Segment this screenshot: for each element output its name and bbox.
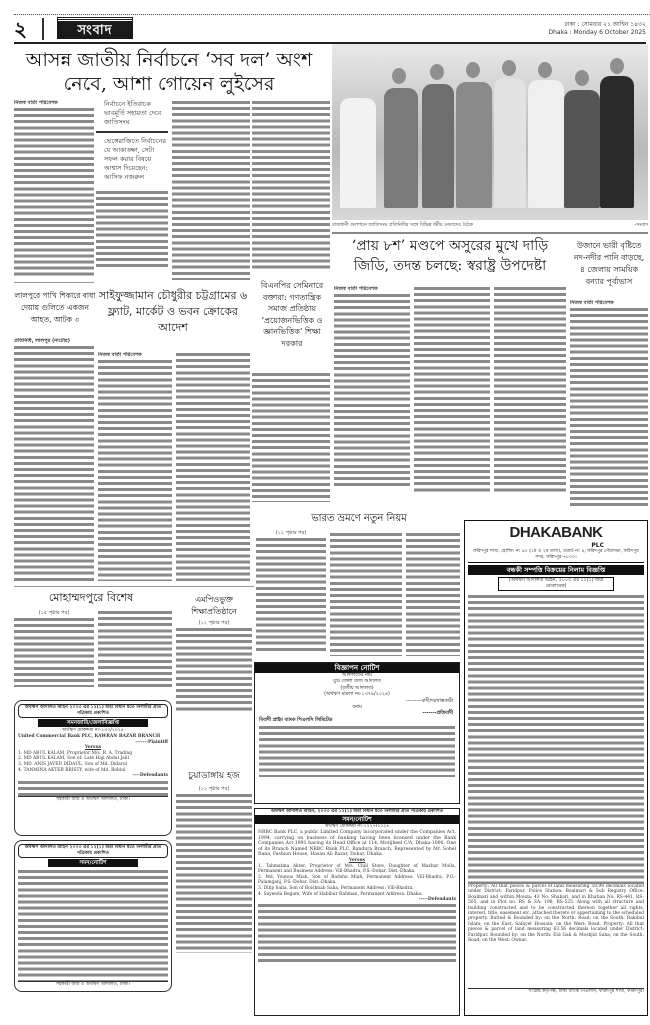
- ad-defendant-2: 2. MD ABUL KALAM, Son of: Late Haji Abdul Jalil: [18, 756, 129, 762]
- photo-figure-head: [392, 68, 406, 84]
- ad-bank: United Commercial Bank PLC, KAWRAN BAZAR BRANCH: [18, 734, 161, 739]
- ad-footer: সহকারী জজ ও অর্থঋণ আদালত, ঢাকা।: [18, 796, 168, 803]
- india-headline: ভারত ভ্রমণে নতুন নিয়ম: [311, 513, 407, 524]
- mohammadpur-col-2: [98, 610, 172, 690]
- court-notice-versus: বনাম: [352, 705, 362, 711]
- flood-col: [570, 300, 648, 512]
- photo-rule: [332, 232, 648, 234]
- dhaka-bank-address: ফরিদপুর শাখা, হোল্ডিং নং ৯০ (১ম ও ২য় তলা), ওয়ার্ড নং ৪, ফরিদপুর পৌরসভা, ফরিদপুর সদর, ফরিদপুর-৭৮০০।: [468, 549, 644, 563]
- photo-figure-head: [466, 62, 480, 78]
- ad-header: অর্থঋণ আদালত আইন ২০০৩ এর ১২(১) ধারা বিধান মতে নিলামীর প্রতি পত্রিকায় প্রকাশিত: [18, 844, 168, 858]
- nrbc-versus: Versus: [348, 857, 366, 863]
- mpo-jump: (১২ পৃষ্ঠার পর): [198, 620, 230, 626]
- lalpur-headline: লালপুরে পাখি শিকারে বাধা দেয়ায় গুলিতে একজন আহত, আটক ৩: [14, 291, 96, 324]
- mandap-col-2: [414, 286, 490, 494]
- nrbc-header: অর্থঋণ আদালত আইন, ২০০৩ এর ১২(১) ধারা বিধান মতে নিলামীর প্রতি পত্রিকায় প্রকাশিত: [270, 809, 444, 814]
- ad-defendant-1: 1. MD ABUL KALAM, Proprietor M/s. R. A. Trading: [18, 750, 133, 756]
- court-notice-line: যুগ্ম জেলা জজ আদালত: [333, 679, 381, 685]
- saifuzzaman-headline: সাইফুজ্জামান চৌধুরীর চট্টগ্রামের ৬ ফ্ল্যাট, মার্কেট ও ভবন ক্রোকের আদেশ: [98, 289, 248, 334]
- lalpur-byline: প্রতিনিধি, লালপুর (নাটোর): [14, 338, 70, 344]
- bnp-seminar-headline: বিএনপির সেমিনারে বক্তারা: গণতান্ত্রিক সমাজ প্রতিষ্ঠায় ‘প্রয়োজনভিত্তিক ও জ্ঞানভিত্তিক’ শিক্ষা দরকার: [260, 281, 324, 348]
- page-number-divider: [42, 18, 44, 40]
- mandap-body-text: [334, 293, 410, 489]
- top-rule: [14, 14, 650, 15]
- rule: [14, 586, 254, 587]
- dhaka-bank-property-description: Property: All that pieces & parcel of land measuring 58.98 decimals located under District: Faridpur, Police Station: Boalmari & Sub Registry Office: Boalmari and within Mouza: 43 No. Shabari, and in Khatian No. RS-441, RS-505, and in Plot no. RS & SA: 198, RS-525. Along with all structure and building constructed and to be constructed thereon together all rights, interest, title, easement etc. attached thereto or appertaining to the scheduled property. Butted & Bounded by: on the North: Road; on the South: Rakibul Islam; on the East: Safayet Hossain; on the West: Road. Property: All that pieces & parcel of land measuring 63.56 decimals located under District: Faridpur. Bounded by: on the North: Eid Gah & Moshjid Saha; on the South: Road; on the West: Ownar.: [468, 884, 644, 944]
- rule: [14, 282, 94, 283]
- mohammadpur-jump: (১৫ পৃষ্ঠার পর): [38, 610, 70, 616]
- mpo-body-text: [176, 627, 252, 713]
- nrbc-case: অর্থঋণ মোকদ্দমা নং-২২২৭/২০২৪: [324, 824, 390, 829]
- court-notice-plaintiff: ---------বাদী/দরখাস্তকারী: [405, 698, 453, 704]
- chuadanga-body-text: [176, 793, 252, 953]
- pull-quote-1: নির্বাচনে ইতিবাচক ভাবমূর্তি সহায়তা দেবে জাতিসংঘ: [104, 100, 162, 126]
- nrbc-defendant-4: 4. Sayeeda Begum, Wife of Habibur Rahman, Permanent Address: Dhaka.: [258, 891, 423, 897]
- dhaka-bank-auction-table: [468, 594, 644, 884]
- india-jump: (১২ পৃষ্ঠার পর): [275, 530, 307, 536]
- lead-body-text: [14, 107, 94, 279]
- flood-byline: নিজস্ব বার্তা পরিবেশক: [570, 300, 614, 306]
- photo-figure: [422, 84, 454, 208]
- ad-footer: সহকারী জজ ও অর্থঋণ আদালত, ঢাকা।: [18, 981, 168, 988]
- photo-figure: [600, 76, 634, 208]
- photo-figure-head: [502, 60, 516, 76]
- court-notice-company: বিবাদী প্রাইম ব্যাংক পিএলসি লিমিটেড: [259, 717, 333, 723]
- ad-title: সমন/নোটিশ: [48, 859, 138, 867]
- dhaka-bank-auction-subtitle: (অর্থঋণ আদালত আইন, ২০০৩ এর ১২(১) ধারা মোতাবেক): [498, 577, 614, 591]
- india-body-text: [256, 537, 326, 653]
- court-notice-line: আদালতের নাম: [342, 673, 372, 678]
- nrbc-defendants-label: -----Defendants: [418, 897, 456, 903]
- flood-headline: উজানে ভারী বৃষ্টিতে নদ-নদীর পানি বাড়ছে, ৪ জেলায় সাময়িক বন্যার পূর্বাভাস: [573, 241, 645, 286]
- ad-title: সমনজারি/জেলাবিজ্ঞপ্তি: [38, 719, 148, 727]
- lead-body-text-2: [96, 190, 168, 270]
- lead-col-3: [172, 100, 250, 280]
- photo-caption: রাজধানী গুলশানে জাতিসংঘ প্রতিনিধির সঙ্গে বিভিন্ন ধর্মীয় নেতাদের বৈঠক: [332, 223, 473, 228]
- india-col-2: [330, 532, 402, 656]
- photo-figure-head: [575, 70, 589, 86]
- date-english: Dhaka : Monday 6 October 2025: [548, 29, 646, 36]
- photo-figure: [494, 78, 526, 208]
- nrbc-defendant-3: 3. Dilip Saha, Son of Boishnab Saha, Permanent Address: Vill-Bhadra.: [258, 885, 414, 891]
- dhaka-bank-auction-ad: [464, 520, 648, 1016]
- lead-col-4: [252, 100, 330, 272]
- mandap-col-3: [494, 286, 566, 494]
- ad-header: অর্থঋণ আদালত আইন ২০০৩ এর ১২(১) ধারা বিধান মতে নিলামীর প্রতি পত্রিকায় প্রকাশিত: [18, 704, 168, 718]
- pull-quote-2: ভেঙ্গেরাজিতে নির্বাচনের যে আকাঙ্ক্ষা, সেটা সফল করার বিষয়ে আশ্বাস দিয়েছেন: আসিফ নজরুল: [104, 137, 166, 181]
- ad-body: [18, 780, 168, 796]
- photo-figure: [564, 90, 600, 208]
- india-col-3: [406, 532, 460, 656]
- dhaka-bank-logo: [468, 524, 644, 542]
- newspaper-logo: সংবাদ: [58, 18, 132, 38]
- photo-figure: [528, 80, 564, 208]
- nrbc-defendant-1: 1. Tahmatina Akter, Proprietor of M/s. Chill Store, Daughter of Mazhar Molla, Permanent and Business Address: Vill-Bhadra, P.S.-Dohar, Dist.-Dhaka.: [258, 863, 456, 875]
- ad-plaintiff-label: -------Plaintiff: [135, 739, 168, 745]
- saifuzzaman-body-text: [98, 359, 172, 581]
- mandap-col-1: [334, 286, 410, 492]
- nrbc-summons-ad: [254, 808, 460, 1016]
- saifuzzaman-col-1: [98, 352, 172, 583]
- chuadanga-jump: (১২ পৃষ্ঠার পর): [198, 786, 230, 792]
- mohammadpur-body-text: [14, 617, 94, 687]
- photo-caption-row: [332, 222, 648, 229]
- saifuzzaman-byline: নিজস্ব বার্তা পরিবেশক: [98, 352, 142, 358]
- lead-col-1: [14, 100, 94, 280]
- mohammadpur-headline: মোহাম্মদপুরে বিশেষ: [48, 591, 134, 604]
- pull-quote-divider: [96, 131, 168, 133]
- bnp-seminar-body-text: [252, 372, 330, 502]
- photo-figure-head: [610, 58, 624, 74]
- ad-body: [18, 869, 168, 981]
- nrbc-defendant-2: 2. Md. Younus Miah, Son of Badshu Miah, Permanent Address: Vill-Bhadra, P.O.-Palamganj, P.S.-Dohar, Dist.-Dhaka.: [258, 874, 456, 886]
- court-summons-ad-2: [14, 840, 172, 992]
- photo-figure-head: [430, 64, 444, 80]
- mandap-byline: নিজস্ব বার্তা পরিবেশক: [334, 286, 378, 292]
- court-summons-ad-1: [14, 700, 172, 836]
- court-notice-title: বিজ্ঞাপন নোটিশ: [255, 663, 459, 673]
- dhaka-bank-auction-title: বন্ধকী সম্পত্তি বিক্রয়ের নিলাম বিজ্ঞপ্তি: [468, 565, 644, 575]
- dhaka-bank-footer: সংশ্লিষ্ট কর্তৃপক্ষ, ঢাকা ব্যাংক পিএলসি, ফরিদপুর শাখা, ফরিদপুর।: [468, 988, 644, 995]
- ad-defendant-3: 3. MD. ANIS JAVED DIDAUL, Son of Md. Didarul: [18, 761, 128, 767]
- court-notice-line: (তৃতীয় আদালত): [340, 685, 374, 691]
- mpo-headline: এমপিওভুক্ত শিক্ষাপ্রতিষ্ঠানে: [191, 595, 237, 616]
- nrbc-more-body: [258, 903, 456, 963]
- court-notice-defendant: -------প্রতিবাদী: [422, 711, 453, 717]
- court-notice-ad: [254, 662, 460, 804]
- nrbc-body: NRBC Bank PLC, a public Limited Company incorporated under the Companies Act, 1994, carrying on business of banking having been licensed under the Bank Companies Act 1991 having its Head Office at 114, Motijheel C/A, Dhaka-1000. One of its Branch Named NRBC Bank PLC, Bandura Branch, Represented by Mr. Sohel Rana, Fashion House, Hasan Ali Bazar, Dohar, Dhaka.: [258, 830, 456, 858]
- lalpur-col: [14, 338, 94, 583]
- mpo-col: [176, 620, 252, 716]
- photo-figure-head: [538, 62, 552, 78]
- page-number: ২: [14, 17, 28, 41]
- court-notice-line: (অর্থঋণ মামলা নং-১৩৭৯/২০২৪): [324, 692, 390, 698]
- lead-byline: নিজস্ব বার্তা পরিবেশক: [14, 100, 58, 106]
- lalpur-body-text: [14, 345, 94, 581]
- nrbc-title: সমন/নোটিশ: [255, 815, 459, 824]
- ad-case-number: অর্থঋণ মোকদ্দমা নং-১৩৩/২০২৪: [62, 728, 124, 733]
- india-col-1: [256, 530, 326, 656]
- dhaka-bank-logo-text: DHAKABANK: [509, 524, 603, 541]
- saifuzzaman-col-2: [176, 352, 250, 581]
- photo-credit: -সংবাদ: [634, 223, 648, 228]
- lead-headline: আসন্ন জাতীয় নির্বাচনে ‘সব দল’ অংশ নেবে, আশা গোয়েন লুইসের: [25, 49, 313, 95]
- lead-col-2: [96, 100, 168, 275]
- ad-versus: Versus: [84, 745, 102, 751]
- dateline: [549, 21, 647, 37]
- photo-figure: [384, 88, 418, 208]
- bnp-seminar-col: [252, 372, 330, 502]
- chuadanga-headline: চুয়াডাঙ্গায় হজ: [188, 771, 240, 781]
- flood-body-text: [570, 307, 648, 509]
- chuadanga-col: [176, 786, 252, 1016]
- dhaka-bank-logo-suffix: PLC: [591, 542, 604, 549]
- mohammadpur-col-1: [14, 610, 94, 690]
- photo-figure: [456, 82, 492, 208]
- photo-figure: [340, 98, 376, 208]
- news-photo: [332, 44, 648, 220]
- ad-defendants-label: ----Defendants: [132, 773, 168, 779]
- ad-defendant-4: 4. TANMINA AKTER BRISTY, wife of Md. Robiul: [18, 767, 126, 773]
- mandap-headline: ‘প্রায় ৮শ’ মণ্ডপে অসুরের মুখে দাড়ি জিডি, তদন্ত চলছে: স্বরাষ্ট্র উপদেষ্টা: [351, 238, 549, 274]
- court-notice-body: [259, 725, 455, 777]
- date-bangla: ঢাকা : সোমবার ২১ আশ্বিন ১৪৩২: [564, 21, 646, 28]
